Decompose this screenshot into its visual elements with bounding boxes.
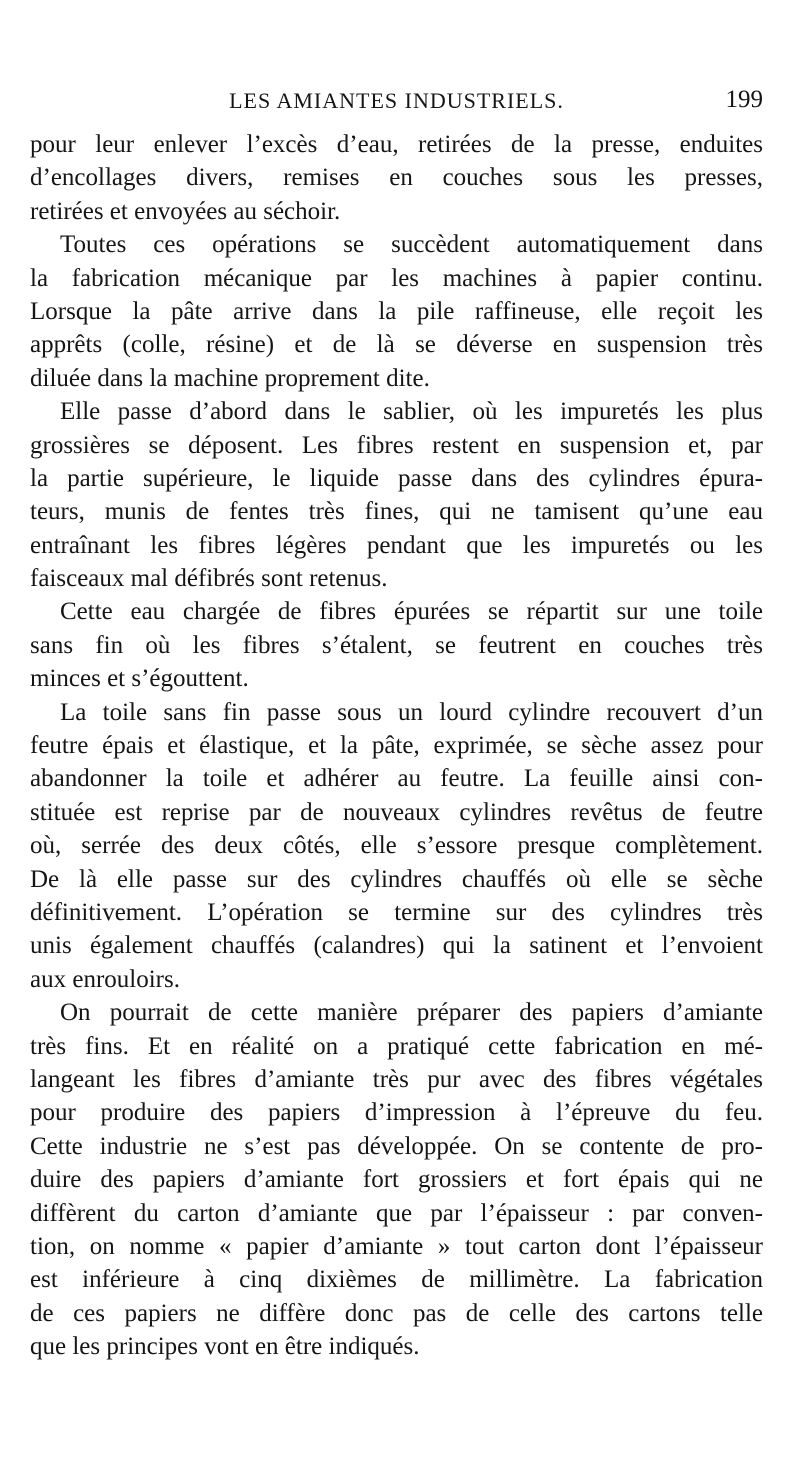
text-line: très fins. Et en réalité on a pratiqué cette fabrication en mé- [30,1032,763,1060]
text-line: la partie supérieure, le liquide passe dans des cylindres épura- [30,464,763,492]
text-line: Cette eau chargée de fibres épurées se répartit sur une toile [60,598,763,626]
text-line: diffèrent du carton d’amiante que par l’épaisseur : par conven- [30,1199,763,1227]
text-line: duire des papiers d’amiante fort grossiers et fort épais qui ne [30,1166,763,1194]
text-line: Elle passe d’abord dans le sablier, où les impuretés les plus [60,398,763,426]
text-line: stituée est reprise par de nouveaux cylindres revêtus de feutre [30,798,763,826]
text-line: unis également chauffés (calandres) qui la satinent et l’envoient [30,932,763,960]
text-line: d’encollages divers, remises en couches sous les presses, [30,164,763,192]
text-line: faisceaux mal défibrés sont retenus. [30,565,388,593]
text-line: définitivement. L’opération se termine sur des cylindres très [30,898,763,926]
text-line: pour leur enlever l’excès d’eau, retirées de la presse, enduites [30,131,763,158]
text-line: est inférieure à cinq dixièmes de millimètre. La fabrication [30,1266,763,1294]
text-line: teurs, munis de fentes très fines, qui ne tamisent qu’une eau [30,498,763,526]
text-line: apprêts (colle, résine) et de là se déverse en suspension très [30,331,763,359]
page-number: 199 [725,86,763,113]
text-line: aux enrouloirs. [30,965,180,993]
text-line: la fabrication mécanique par les machines à papier continu. [30,264,763,292]
text-line: minces et s’égouttent. [30,665,249,693]
text-line: Cette industrie ne s’est pas développée. On se contente de pro- [30,1132,763,1160]
text-line: sans fin où les fibres s’étalent, se feutrent en couches très [30,631,763,659]
text-line: que les principes vont en être indiqués. [30,1333,420,1361]
text-line: tion, on nomme « papier d’amiante » tout carton dont l’épaisseur [30,1232,763,1260]
text-line: pour produire des papiers d’impression à l’épreuve du feu. [30,1099,763,1127]
text-line: La toile sans fin passe sous un lourd cylindre recouvert d’un [60,698,763,726]
text-line: grossières se déposent. Les fibres restent en suspension et, par [30,431,763,459]
text-line: Toutes ces opérations se succèdent automatiquement dans [60,231,763,259]
book-page [30,82,763,1363]
text-line: entraînant les fibres légères pendant que les impuretés ou les [30,531,763,559]
text-line: diluée dans la machine proprement dite. [30,364,430,392]
text-line: retirées et envoyées au séchoir. [30,197,341,225]
text-line: abandonner la toile et adhérer au feutre. La feuille ainsi con- [30,765,763,793]
text-line: Lorsque la pâte arrive dans la pile raffineuse, elle reçoit les [30,297,763,325]
running-title: LES AMIANTES INDUSTRIELS. [229,88,564,113]
text-line: feutre épais et élastique, et la pâte, exprimée, se sèche assez pour [30,732,763,760]
running-head [30,82,763,118]
text-line: De là elle passe sur des cylindres chauffés où elle se sèche [30,865,763,893]
body-text [30,128,763,1363]
text-line: langeant les fibres d’amiante très pur avec des fibres végétales [30,1065,763,1093]
text-line: On pourrait de cette manière préparer des papiers d’amiante [60,999,763,1027]
text-line: de ces papiers ne diffère donc pas de celle des cartons telle [30,1299,763,1327]
text-line: où, serrée des deux côtés, elle s’essore presque complètement. [30,832,763,860]
